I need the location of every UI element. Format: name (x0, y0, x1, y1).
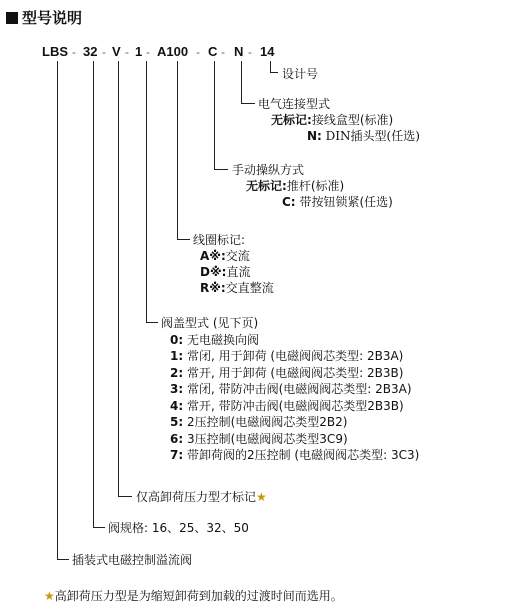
connector-line (146, 322, 158, 323)
cover-option-row: 7: 带卸荷阀的2压控制 (电磁阀阀芯类型: 3C3) (170, 448, 420, 462)
code-part-design: 14 (260, 44, 275, 59)
cover-heading: 阀盖型式 (见下页) (161, 316, 259, 330)
code-part-electrical: N (234, 44, 244, 59)
star-icon: ★ (256, 490, 267, 504)
connector-line (241, 61, 242, 103)
cover-option-row: 5: 2压控制(电磁阀阀芯类型2B2) (170, 415, 348, 429)
code-separator: - (221, 45, 225, 59)
code-part-manual: C (208, 44, 218, 59)
manual-option-row: 无标记:推杆(标准) (246, 179, 345, 193)
connector-line (241, 103, 255, 104)
code-separator: - (125, 45, 129, 59)
connector-line (118, 496, 132, 497)
code-separator: - (102, 45, 106, 59)
connector-line (177, 239, 190, 240)
connector-line (93, 527, 105, 528)
page-title: 型号说明 (6, 7, 82, 28)
connector-line (214, 61, 215, 169)
connector-line (214, 169, 228, 170)
code-separator: - (72, 45, 76, 59)
code-separator: - (248, 45, 252, 59)
valve-size-label: 阀规格: 16、25、32、50 (108, 521, 249, 535)
electrical-option-row: N: DIN插头型(任选) (307, 129, 420, 143)
coil-heading: 线圈标记: (193, 233, 246, 247)
manual-heading: 手动操纵方式 (232, 163, 305, 177)
code-part-cover: 1 (135, 44, 143, 59)
footnote: ★高卸荷压力型是为缩短卸荷到加载的过渡时间而选用。 (44, 589, 343, 603)
square-bullet-icon (6, 12, 18, 24)
connector-line (93, 61, 94, 527)
connector-line (270, 61, 271, 72)
code-separator: - (196, 45, 200, 59)
electrical-heading: 电气连接型式 (258, 97, 331, 111)
cover-option-row: 3: 常闭, 带防冲击阀(电磁阀阀芯类型: 2B3A) (170, 382, 412, 396)
cover-option-row: 1: 常闭, 用于卸荷 (电磁阀阀芯类型: 2B3A) (170, 349, 404, 363)
code-part-size: 32 (83, 44, 98, 59)
connector-line (177, 61, 178, 239)
connector-line (57, 61, 58, 559)
star-icon: ★ (44, 589, 55, 603)
coil-option-row: D※:直流 (200, 265, 251, 279)
connector-line (57, 559, 69, 560)
cover-option-row: 6: 3压控制(电磁阀阀芯类型3C9) (170, 432, 348, 446)
connector-line (270, 72, 278, 73)
cover-option-row: 0: 无电磁换向阀 (170, 333, 259, 347)
electrical-option-row: 无标记:接线盒型(标准) (271, 113, 394, 127)
high-unload-label: 仅高卸荷压力型才标记★ (136, 490, 267, 504)
code-separator: - (146, 45, 150, 59)
cartridge-valve-label: 插装式电磁控制溢流阀 (72, 553, 193, 567)
connector-line (118, 61, 119, 496)
code-part-coil: A100 (157, 44, 189, 59)
design-number-label: 设计号 (282, 67, 319, 81)
cover-option-row: 2: 常开, 用于卸荷 (电磁阀阀芯类型: 2B3B) (170, 366, 404, 380)
connector-line (146, 61, 147, 322)
coil-option-row: R※:交直整流 (200, 281, 274, 295)
coil-option-row: A※:交流 (200, 249, 250, 263)
code-part-lbs: LBS (42, 44, 68, 59)
cover-option-row: 4: 常开, 带防冲击阀(电磁阀阀芯类型2B3B) (170, 399, 404, 413)
code-part-high-unload: V (112, 44, 121, 59)
manual-option-row: C: 带按钮锁紧(任选) (282, 195, 393, 209)
